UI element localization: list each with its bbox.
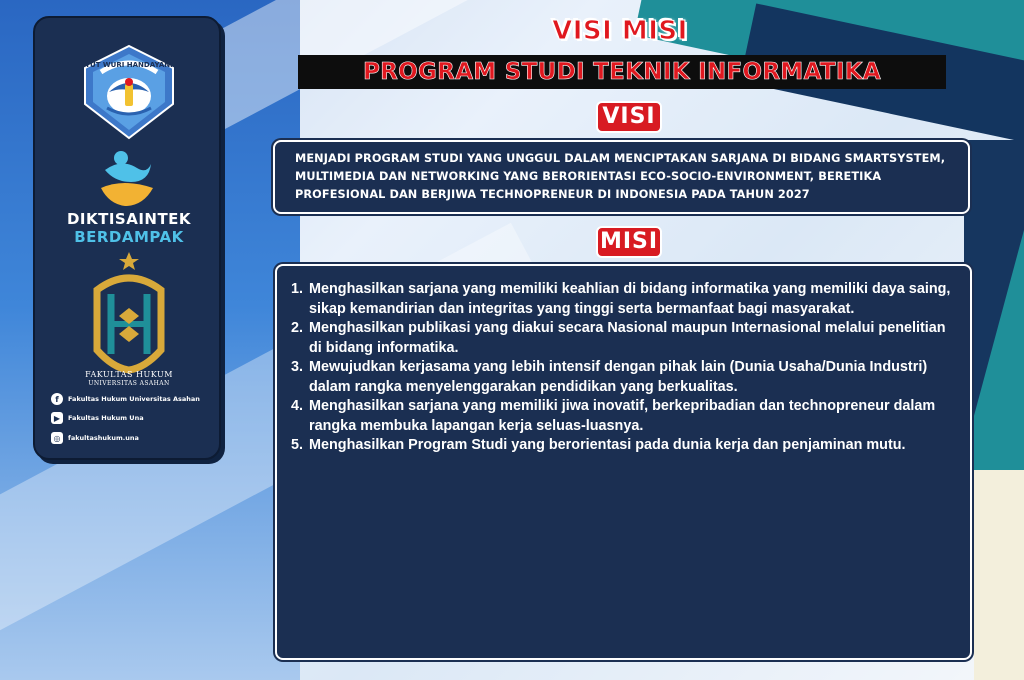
misi-list bbox=[291, 280, 962, 456]
social-label: Fakultas Hukum Universitas Asahan bbox=[68, 395, 200, 403]
visi-panel bbox=[273, 140, 970, 214]
fakultas-hukum-logo bbox=[89, 250, 169, 374]
list-item bbox=[291, 436, 962, 456]
social-link-youtube[interactable] bbox=[51, 411, 221, 425]
list-item bbox=[291, 280, 962, 319]
list-number: 3. bbox=[291, 359, 304, 375]
list-item bbox=[291, 397, 962, 436]
fakultas-hukum-title: FAKULTAS HUKUM bbox=[85, 370, 173, 379]
tut-wuri-handayani-logo bbox=[81, 44, 177, 140]
social-link-instagram[interactable] bbox=[51, 431, 221, 445]
sidebar bbox=[33, 16, 221, 460]
background-cream-edge bbox=[974, 470, 1024, 680]
list-number: 4. bbox=[291, 398, 304, 414]
social-link-facebook[interactable] bbox=[51, 392, 221, 406]
misi-panel bbox=[275, 264, 972, 660]
diktisaintek-subtitle: BERDAMPAK bbox=[74, 228, 184, 246]
list-text: Menghasilkan publikasi yang diakui secara Nasional maupun Internasional melalui penelitian di bidang informatika. bbox=[309, 320, 946, 356]
list-item bbox=[291, 358, 962, 397]
page-subtitle: PROGRAM STUDI TEKNIK INFORMATIKA bbox=[298, 55, 946, 89]
facebook-icon: f bbox=[51, 393, 63, 405]
fakultas-hukum-subtitle: UNIVERSITAS ASAHAN bbox=[88, 380, 170, 387]
list-text: Menghasilkan sarjana yang memiliki keahlian di bidang informatika yang memiliki daya saing, sikap kemandirian dan integritas yang tinggi serta bermanfaat bagi masyarakat. bbox=[309, 281, 951, 317]
list-number: 1. bbox=[291, 281, 304, 297]
visi-label: VISI bbox=[596, 101, 662, 133]
list-item bbox=[291, 319, 962, 358]
diktisaintek-title: DIKTISAINTEK bbox=[66, 210, 192, 228]
list-number: 5. bbox=[291, 437, 304, 453]
social-label: fakultashukum.una bbox=[68, 434, 139, 442]
misi-label: MISI bbox=[596, 226, 662, 258]
diktisaintek-logo bbox=[97, 148, 157, 212]
visi-text: MENJADI PROGRAM STUDI YANG UNGGUL DALAM MENCIPTAKAN SARJANA DI BIDANG SMARTSYSTEM, MULTIMEDIA DAN NETWORKING YANG BERORIENTASI ECO-SOCIO-ENVIRONMENT, BERETIKA PROFESIONAL DAN BERJIWA TECHNOPRENEUR DI INDONESIA PADA TAHUN 2027 bbox=[295, 152, 946, 201]
list-text: Menghasilkan Program Studi yang berorientasi pada dunia kerja dan penjaminan mutu. bbox=[309, 437, 906, 453]
tut-wuri-handayani-text: TUT WURI HANDAYANI bbox=[85, 61, 173, 69]
list-text: Mewujudkan kerjasama yang lebih intensif dengan pihak lain (Dunia Usaha/Dunia Industri) dalam rangka menyelenggarakan pendidikan yang berkualitas. bbox=[309, 359, 928, 395]
instagram-icon: ◎ bbox=[51, 432, 63, 444]
page-title: VISI MISI bbox=[552, 16, 688, 46]
social-label: Fakultas Hukum Una bbox=[68, 414, 144, 422]
youtube-icon: ▶ bbox=[51, 412, 63, 424]
list-text: Menghasilkan sarjana yang memiliki jiwa inovatif, berkepribadian dan technopreneur dalam rangka membuka lapangan kerja seluas-luasnya. bbox=[309, 398, 936, 434]
list-number: 2. bbox=[291, 320, 304, 336]
